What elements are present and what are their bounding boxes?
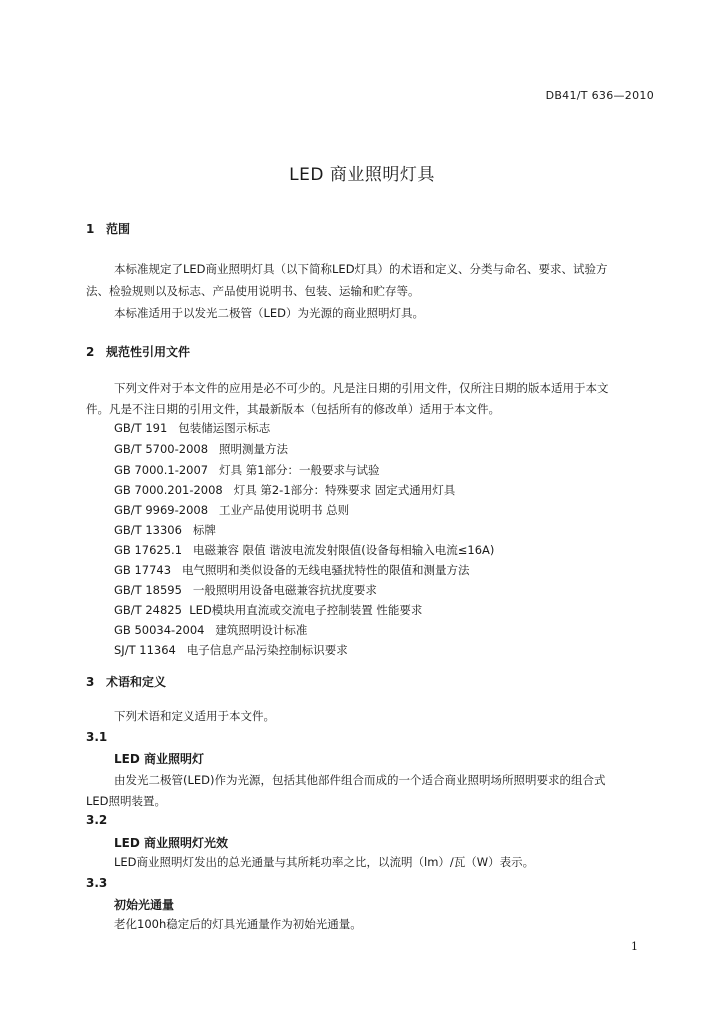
term-3-3-number: 3.3 <box>86 876 108 890</box>
scope-applicability: 本标准适用于以发光二极管（LED）为光源的商业照明灯具。 <box>114 306 425 320</box>
section-1-heading <box>86 220 130 237</box>
section-title: 规范性引用文件 <box>106 345 191 359</box>
page-number: 1 <box>631 940 638 953</box>
section-number: 1 <box>86 222 95 236</box>
scope-paragraph-line-2: 法、检验规则以及标志、产品使用说明书、包装、运输和贮存等。 <box>86 284 420 298</box>
term-3-1-definition-line-1: 由发光二极管(LED)作为光源，包括其他部件组合而成的一个适合商业照明场所照明要求的组合式 <box>114 773 606 787</box>
reference-item: GB 7000.1-2007 灯具 第1部分：一般要求与试验 <box>114 463 380 477</box>
term-3-3-name: 初始光通量 <box>114 898 175 912</box>
scope-paragraph-line-1: 本标准规定了LED商业照明灯具（以下简称LED灯具）的术语和定义、分类与命名、要求、试验方 <box>114 262 608 276</box>
reference-item: GB 17625.1 电磁兼容 限值 谐波电流发射限值(设备每相输入电流≤16A) <box>114 543 495 557</box>
term-3-1-name: LED 商业照明灯 <box>114 752 204 766</box>
reference-item: GB 17743 电气照明和类似设备的无线电骚扰特性的限值和测量方法 <box>114 563 470 577</box>
reference-item: GB/T 191 包装储运图示标志 <box>114 421 271 435</box>
term-3-2-definition: LED商业照明灯发出的总光通量与其所耗功率之比，以流明（lm）/瓦（W）表示。 <box>114 855 535 869</box>
section-number: 3 <box>86 675 95 689</box>
term-3-3-definition: 老化100h稳定后的灯具光通量作为初始光通量。 <box>114 917 362 931</box>
reference-item: GB/T 9969-2008 工业产品使用说明书 总则 <box>114 503 350 517</box>
standard-number: DB41/T 636—2010 <box>545 89 654 102</box>
section-title: 术语和定义 <box>106 675 167 689</box>
reference-item: GB/T 5700-2008 照明测量方法 <box>114 442 289 456</box>
document-title: LED 商业照明灯具 <box>289 165 435 185</box>
reference-item: GB 7000.201-2008 灯具 第2-1部分：特殊要求 固定式通用灯具 <box>114 483 456 497</box>
term-3-2-number: 3.2 <box>86 813 108 827</box>
term-3-1-definition-line-2: LED照明装置。 <box>86 794 167 808</box>
reference-item: GB/T 18595 一般照明用设备电磁兼容抗扰度要求 <box>114 583 377 597</box>
reference-item: GB 50034-2004 建筑照明设计标准 <box>114 623 308 637</box>
reference-item: GB/T 24825 LED模块用直流或交流电子控制装置 性能要求 <box>114 603 423 617</box>
term-3-1-number: 3.1 <box>86 730 108 744</box>
reference-item: GB/T 13306 标牌 <box>114 523 216 537</box>
reference-item: SJ/T 11364 电子信息产品污染控制标识要求 <box>114 643 348 657</box>
section-3-heading <box>86 673 166 690</box>
section-number: 2 <box>86 345 95 359</box>
section-title: 范围 <box>106 222 131 236</box>
terms-intro: 下列术语和定义适用于本文件。 <box>114 709 275 723</box>
section-2-heading <box>86 343 190 360</box>
term-3-2-name: LED 商业照明灯光效 <box>114 836 228 850</box>
references-intro-line-2: 件。凡是不注日期的引用文件，其最新版本（包括所有的修改单）适用于本文件。 <box>86 402 500 416</box>
references-intro-line-1: 下列文件对于本文件的应用是必不可少的。凡是注日期的引用文件，仅所注日期的版本适用于本文 <box>114 381 609 395</box>
